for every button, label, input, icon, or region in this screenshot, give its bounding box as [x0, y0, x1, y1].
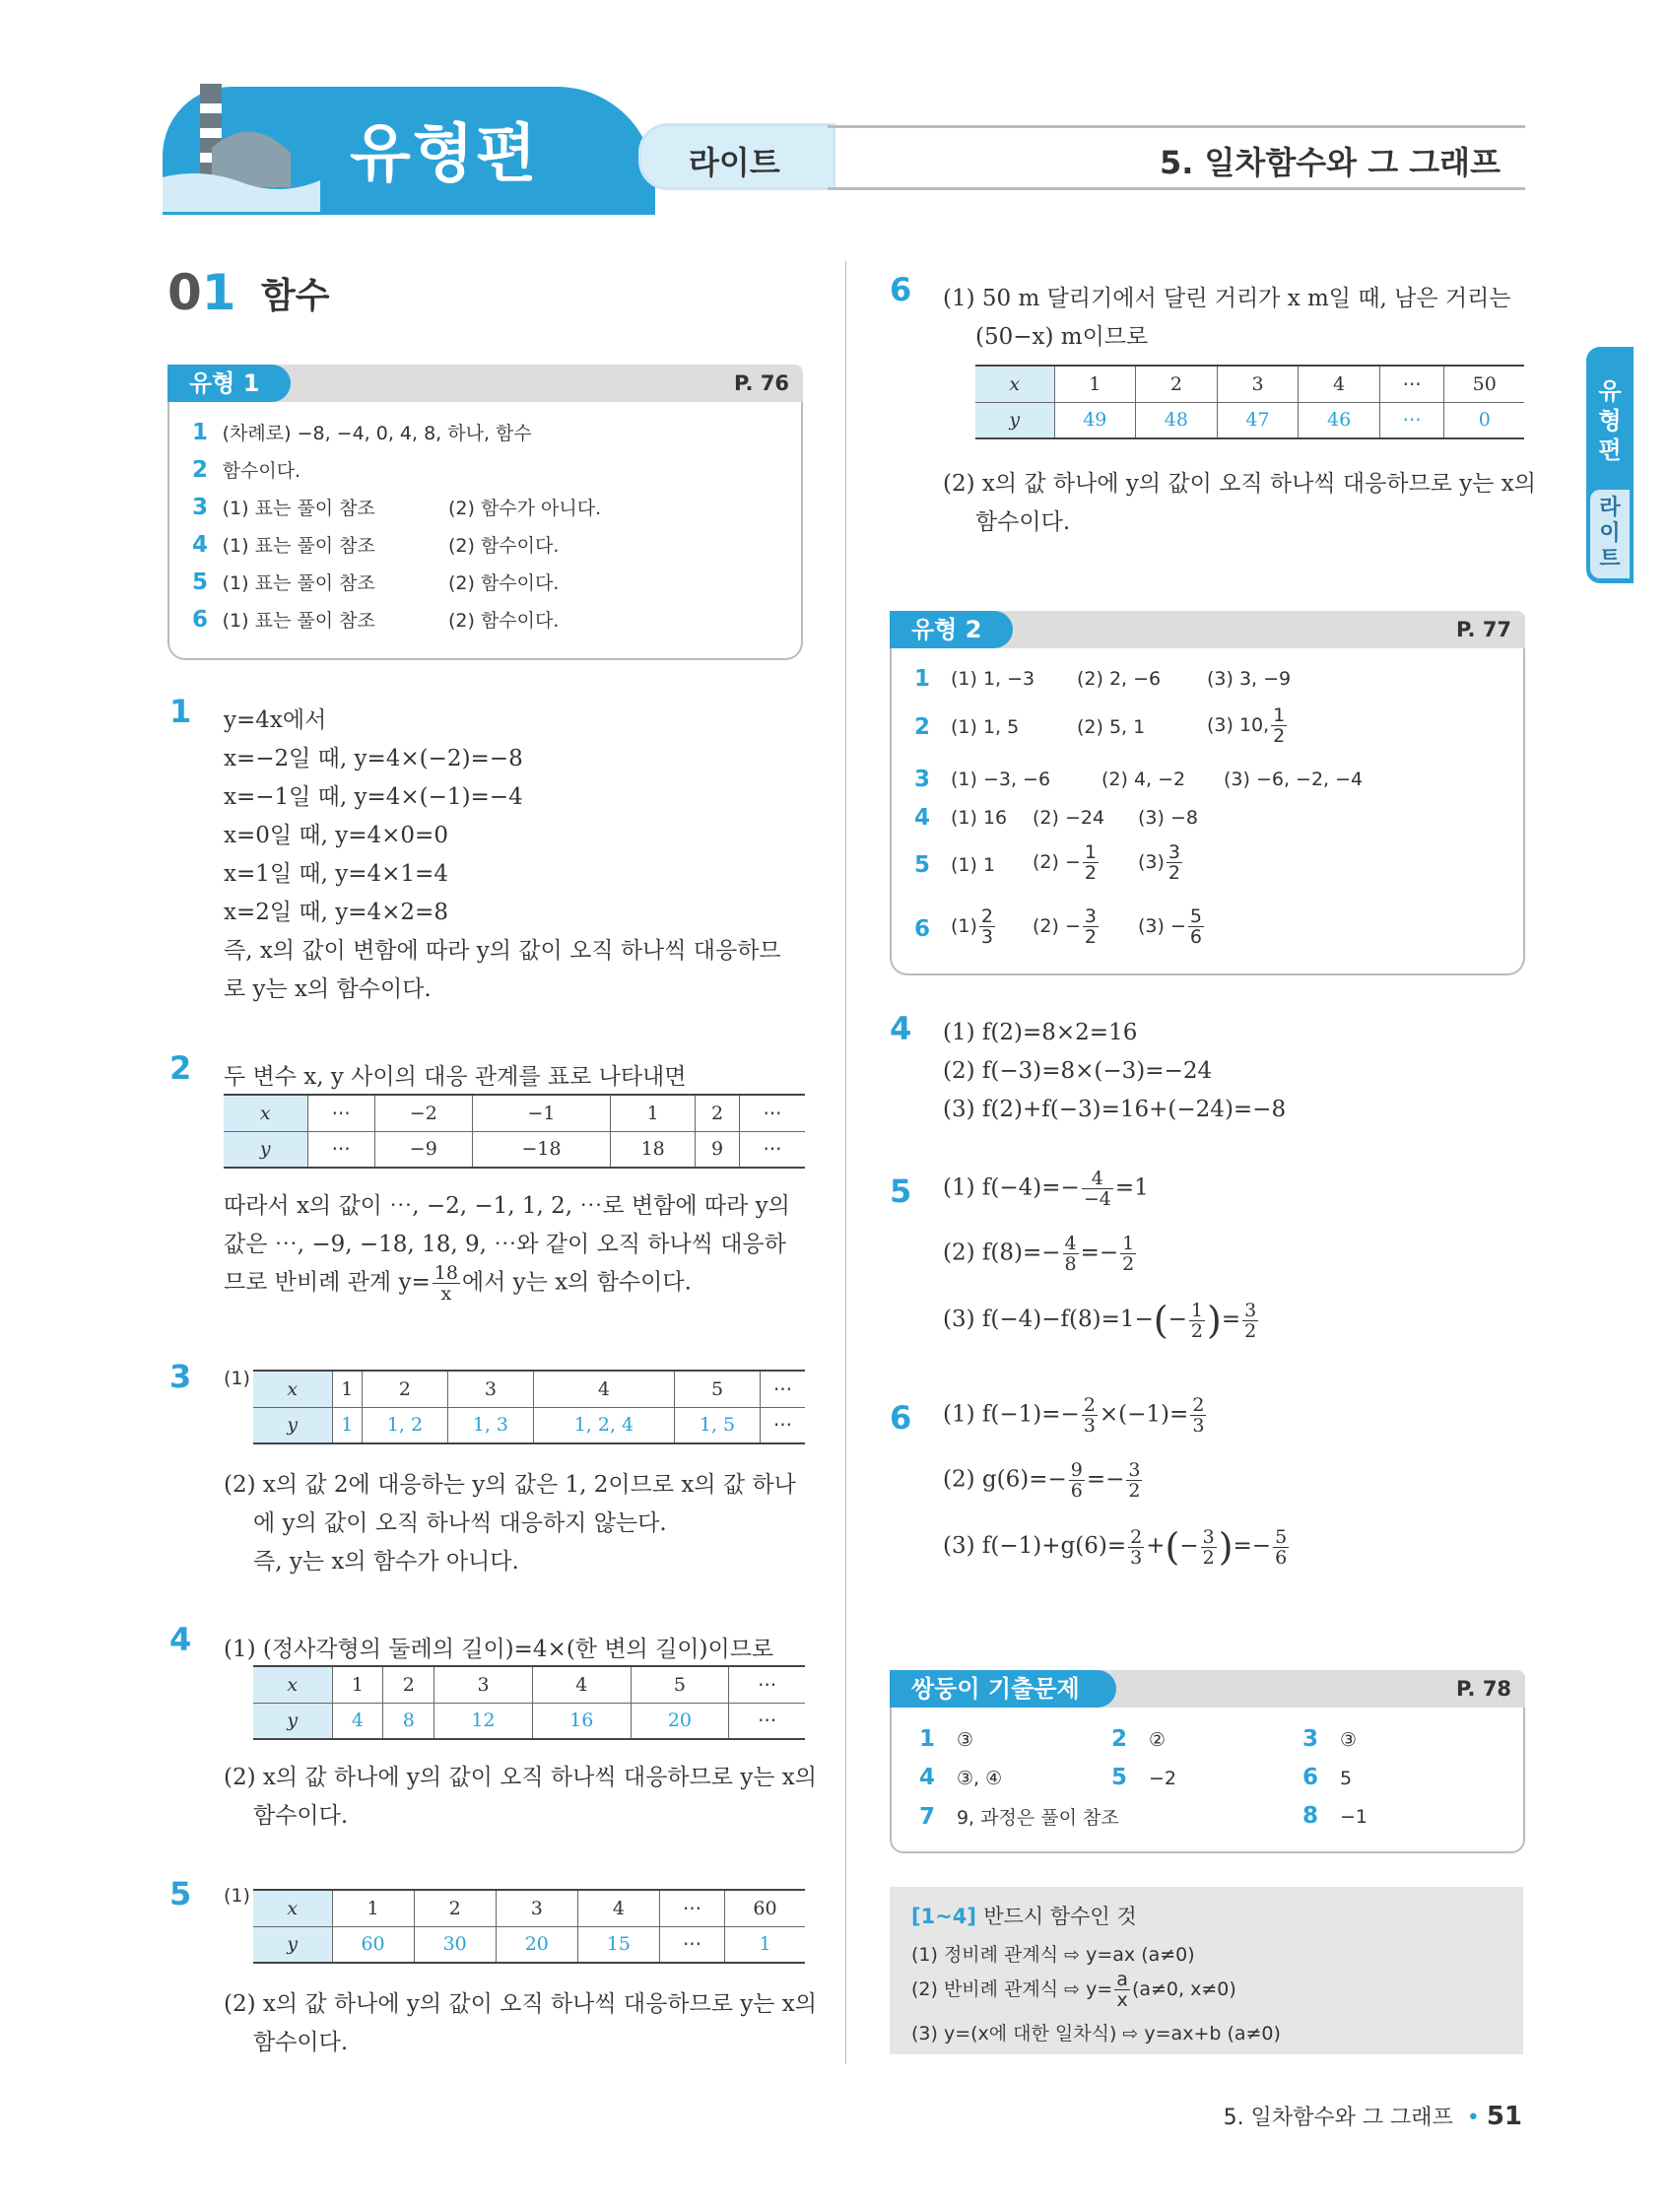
sol1-line: x=2일 때, y=4×2=8 [224, 900, 448, 925]
paren-close: ) [1207, 1299, 1222, 1342]
fraction-numerator: 4 [1064, 1233, 1077, 1254]
sol4-line: 함수이다. [253, 1803, 349, 1829]
fraction-numerator: 4 [1082, 1169, 1113, 1189]
type2-item-number: 1 [914, 666, 931, 692]
section-title: 함수 [261, 276, 330, 316]
type2-item-b: (2) 2, −6 [1077, 668, 1162, 690]
sol6r-line: =− [1086, 1466, 1125, 1493]
fraction-denominator: 2 [1273, 725, 1286, 747]
fraction-numerator: 18 [434, 1262, 458, 1284]
side-tab-part: 유형편 [1598, 377, 1622, 464]
fraction-denominator: 2 [1202, 1546, 1215, 1569]
table-cell: 1 [332, 1407, 363, 1443]
tip-title: 반드시 함수인 것 [983, 1905, 1137, 1928]
type2-item-c: (3) −8 [1138, 807, 1198, 829]
fraction [1271, 705, 1287, 746]
type2-item-number: 3 [914, 767, 931, 792]
table-cell: 4 [532, 1666, 631, 1703]
header-level-label: 라이트 [689, 144, 780, 181]
fraction [1083, 842, 1099, 883]
sol6-line: 함수이다. [975, 509, 1071, 535]
sol1-line: 즉, x의 값이 변함에 따라 y의 값이 오직 하나씩 대응하므 [224, 938, 781, 964]
table-cell: 9 [696, 1131, 740, 1168]
table-cell: 48 [1136, 402, 1218, 438]
sol5r-line: =1 [1114, 1174, 1149, 1201]
table-cell: 8 [383, 1703, 434, 1739]
table-cell: 4 [577, 1890, 659, 1926]
sol2-line: 값은 ⋯, −9, −18, 18, 9, ⋯와 같이 오직 하나씩 대응하 [224, 1232, 786, 1257]
fraction-denominator: 2 [1190, 1319, 1203, 1342]
type2-item-number: 6 [914, 916, 931, 942]
type1-item-a: (1) 표는 풀이 참조 [222, 572, 375, 594]
sol1-line: x=−1일 때, y=4×(−1)=−4 [224, 784, 523, 810]
sol6r-line: (3) f(−1)+g(6)= [943, 1533, 1127, 1559]
sol2-line: 에서 y는 x의 함수이다. [461, 1269, 692, 1296]
type2-item-c: (3) − [1138, 915, 1186, 937]
table-cell: ⋯ [660, 1890, 725, 1926]
table-cell: 60 [725, 1890, 806, 1926]
table-cell: y [253, 1926, 332, 1963]
fraction [1190, 1395, 1206, 1436]
fraction [979, 906, 995, 947]
fraction-denominator: 6 [1275, 1546, 1288, 1569]
type2-item-number: 4 [914, 805, 931, 831]
table-cell: y [224, 1131, 307, 1168]
type2-item-b: (2) −24 [1033, 807, 1105, 829]
sol6r-line: =− [1233, 1533, 1272, 1559]
table-cell: 3 [496, 1890, 577, 1926]
footer-chapter: 5. 일차함수와 그 그래프 [1223, 2106, 1453, 2130]
sol5r-line: (2) f(8)=− [943, 1240, 1061, 1266]
table-cell: 2 [696, 1095, 740, 1131]
table-cell: ⋯ [729, 1666, 805, 1703]
table-cell: 15 [577, 1926, 659, 1963]
table-cell: ⋯ [1379, 366, 1444, 402]
sol1-number: 1 [169, 693, 192, 730]
fraction-numerator: 2 [980, 905, 994, 927]
fraction-numerator: 2 [1083, 1394, 1096, 1416]
tip-tag: [1~4] [911, 1905, 977, 1928]
sol4r-line: (1) f(2)=8×2=16 [943, 1020, 1138, 1045]
fraction [1114, 1970, 1130, 2010]
table-cell: 5 [631, 1666, 729, 1703]
exam-label: 쌍둥이 기출문제 [890, 1670, 1116, 1708]
table-row [975, 366, 1524, 402]
fraction [1082, 1169, 1113, 1209]
exam-item-number: 7 [919, 1804, 936, 1830]
table-cell: y [975, 402, 1054, 438]
sol1-line: 로 y는 x의 함수이다. [224, 976, 432, 1002]
type2-item-number: 2 [914, 714, 931, 740]
table-cell: 5 [675, 1371, 761, 1407]
header-title: 유형편 [350, 118, 539, 191]
exam-item-number: 6 [1302, 1765, 1319, 1790]
table-cell: 3 [1217, 366, 1299, 402]
type1-item-a: (1) 표는 풀이 참조 [222, 610, 375, 632]
header-level-tab [638, 123, 835, 190]
fraction-numerator: 1 [1273, 704, 1286, 726]
fraction [1069, 1460, 1085, 1501]
table-cell: x [253, 1666, 332, 1703]
sol1-line: x=0일 때, y=4×0=0 [224, 823, 448, 848]
fraction [1201, 1527, 1217, 1568]
fraction-numerator: 2 [1130, 1525, 1143, 1548]
header-rule-top [828, 125, 1525, 128]
sol6r-line: + [1146, 1533, 1166, 1559]
minus-sign: − [1179, 1533, 1199, 1559]
fraction-numerator: a [1116, 1969, 1128, 1990]
table-cell: 2 [414, 1890, 496, 1926]
sol5r-line: =− [1080, 1240, 1119, 1266]
table-cell: −9 [374, 1131, 472, 1168]
table-cell: 1 [1054, 366, 1136, 402]
sol3-line: 즉, y는 x의 함수가 아니다. [253, 1549, 519, 1575]
type2-item-b: (2) 4, −2 [1101, 769, 1186, 790]
sol5-number: 5 [169, 1875, 192, 1912]
exam-item-value: −1 [1339, 1806, 1368, 1828]
fraction-numerator: 9 [1070, 1459, 1083, 1481]
table-row [253, 1666, 805, 1703]
type1-item-a: (1) 표는 풀이 참조 [222, 498, 375, 519]
exam-item-number: 3 [1302, 1726, 1319, 1752]
paren-open: ( [1165, 1525, 1180, 1569]
type2-item-a: (1) 1 [951, 854, 996, 876]
table-cell: x [253, 1890, 332, 1926]
table-cell: 1 [725, 1926, 806, 1963]
table-cell: 2 [363, 1371, 448, 1407]
exam-item-value: ② [1148, 1729, 1166, 1751]
sol2-line: 따라서 x의 값이 ⋯, −2, −1, 1, 2, ⋯로 변함에 따라 y의 [224, 1193, 790, 1219]
side-tab[interactable] [1586, 347, 1634, 583]
type2-page: P. 77 [1456, 618, 1512, 641]
table-row [975, 402, 1524, 438]
table-cell: ⋯ [729, 1703, 805, 1739]
sol5-line: (2) x의 값 하나에 y의 값이 오직 하나씩 대응하므로 y는 x의 [224, 1991, 817, 2017]
type1-item-number: 6 [192, 607, 209, 633]
table-cell: y [253, 1703, 332, 1739]
exam-item-value: ③ [1339, 1729, 1357, 1751]
page-footer [1224, 2101, 1522, 2131]
fraction-numerator: 5 [1189, 905, 1202, 927]
sol5-part1: (1) [224, 1885, 250, 1907]
table-cell: 47 [1217, 402, 1299, 438]
sol6-line: (50−x) m이므로 [975, 324, 1149, 350]
sol1-line: x=1일 때, y=4×1=4 [224, 861, 448, 887]
table-cell: 30 [414, 1926, 496, 1963]
type1-page: P. 76 [734, 371, 790, 395]
sol3-table [253, 1370, 805, 1444]
table-cell: ⋯ [1379, 402, 1444, 438]
table-cell: −2 [374, 1095, 472, 1131]
fraction [1063, 1234, 1079, 1274]
type1-item-number: 4 [192, 532, 209, 558]
sol3-line: 에 y의 값이 오직 하나씩 대응하지 않는다. [253, 1510, 667, 1536]
fraction-denominator: 3 [1083, 1415, 1096, 1437]
type2-item-c: (3) −6, −2, −4 [1224, 769, 1364, 790]
table-row [253, 1407, 805, 1443]
sol2-intro: 두 변수 x, y 사이의 대응 관계를 표로 나타내면 [224, 1064, 687, 1090]
sol4-line: (2) x의 값 하나에 y의 값이 오직 하나씩 대응하므로 y는 x의 [224, 1765, 817, 1790]
table-cell: −18 [472, 1131, 610, 1168]
type1-item-b: (2) 함수이다. [448, 535, 560, 557]
fraction-denominator: 3 [1192, 1415, 1205, 1437]
fraction-denominator: −4 [1083, 1188, 1111, 1210]
table-cell: x [253, 1371, 332, 1407]
fraction [1082, 1395, 1098, 1436]
table-cell: ⋯ [307, 1095, 374, 1131]
table-cell: 12 [434, 1703, 533, 1739]
tip-line: (1) 정비례 관계식 ⇨ y=ax (a≠0) [911, 1944, 1195, 1966]
table-cell: 0 [1444, 402, 1524, 438]
table-row [253, 1926, 805, 1963]
type2-label: 유형 2 [890, 611, 1013, 648]
table-cell: 1 [332, 1890, 414, 1926]
table-row [253, 1890, 805, 1926]
table-cell: 1, 2 [363, 1407, 448, 1443]
fraction-numerator: 3 [1244, 1299, 1257, 1321]
fraction-numerator: 3 [1128, 1459, 1141, 1481]
sol4r-line: (2) f(−3)=8×(−3)=−24 [943, 1058, 1213, 1084]
fraction-numerator: 3 [1168, 841, 1181, 863]
sol5r-number: 5 [890, 1173, 912, 1210]
exam-item-number: 5 [1111, 1765, 1128, 1790]
fraction-denominator: 3 [1130, 1546, 1143, 1569]
fraction-numerator: 1 [1122, 1233, 1135, 1254]
fraction [1128, 1527, 1144, 1568]
table-cell: 1 [332, 1371, 363, 1407]
table-cell: 2 [1136, 366, 1218, 402]
sol5-line: 함수이다. [253, 2030, 349, 2055]
paren-close: ) [1218, 1525, 1234, 1569]
table-cell: 18 [611, 1131, 696, 1168]
sol6-number: 6 [890, 271, 912, 308]
table-cell: 1, 3 [447, 1407, 533, 1443]
type1-item-b: (2) 함수이다. [448, 610, 560, 632]
header-rule-bottom [828, 187, 1525, 190]
table-cell: 1 [611, 1095, 696, 1131]
fraction-numerator: 3 [1084, 905, 1097, 927]
fraction-denominator: 2 [1122, 1253, 1135, 1275]
table-cell: 49 [1054, 402, 1136, 438]
fraction-denominator: 8 [1064, 1253, 1077, 1275]
fraction-denominator: 6 [1070, 1480, 1083, 1502]
sol3-line: (2) x의 값 2에 대응하는 y의 값은 1, 2이므로 x의 값 하나 [224, 1472, 796, 1498]
exam-item-value: 5 [1339, 1768, 1353, 1789]
sol6-table [975, 365, 1524, 439]
sol4-part1: (1) (정사각형의 둘레의 길이)=4×(한 변의 길이)이므로 [224, 1637, 774, 1662]
table-cell: 3 [434, 1666, 533, 1703]
exam-item-number: 1 [919, 1726, 936, 1752]
sol4-table [253, 1665, 805, 1740]
exam-item-number: 8 [1302, 1803, 1319, 1829]
tip-line: (a≠0, x≠0) [1131, 1978, 1236, 2000]
type2-item-a: (1) 1, −3 [951, 668, 1035, 690]
fraction-denominator: x [1116, 1989, 1128, 2011]
sol5r-line: = [1221, 1307, 1241, 1332]
table-cell: 3 [447, 1371, 533, 1407]
sol5-table [253, 1889, 805, 1964]
page-number: 51 [1486, 2102, 1522, 2131]
table-cell: −1 [472, 1095, 610, 1131]
tip-line: (2) 반비례 관계식 ⇨ y= [911, 1978, 1113, 2000]
table-cell: 1, 5 [675, 1407, 761, 1443]
table-row [253, 1703, 805, 1739]
table-cell: x [975, 366, 1054, 402]
section-number [167, 264, 236, 321]
type1-item-number: 5 [192, 570, 209, 595]
type2-item-a: (1) 16 [951, 807, 1008, 829]
exam-page: P. 78 [1456, 1677, 1512, 1701]
side-tab-level: 라이트 [1590, 490, 1630, 578]
table-cell: 4 [1299, 366, 1380, 402]
sol6-line: (1) 50 m 달리기에서 달린 거리가 x m일 때, 남은 거리는 [943, 286, 1511, 311]
type2-item-a: (1) −3, −6 [951, 769, 1051, 790]
table-cell: 1 [332, 1666, 383, 1703]
fraction-denominator: 3 [980, 926, 994, 948]
table-cell: 50 [1444, 366, 1524, 402]
sol2-line: 므로 반비례 관계 y= [224, 1269, 431, 1296]
type1-item-text: 함수이다. [222, 460, 301, 482]
fraction-denominator: x [440, 1283, 452, 1305]
minus-sign: − [1168, 1307, 1187, 1332]
table-cell: 20 [496, 1926, 577, 1963]
paren-open: ( [1153, 1299, 1168, 1342]
table-row [224, 1095, 805, 1131]
table-cell: 20 [631, 1703, 729, 1739]
table-cell: x [224, 1095, 307, 1131]
type1-item-text: (차례로) −8, −4, 0, 4, 8, 하나, 함수 [222, 423, 532, 444]
sol3-part1: (1) [224, 1368, 250, 1389]
sol4-number: 4 [169, 1621, 192, 1658]
fraction [1188, 906, 1204, 947]
fraction [1167, 842, 1182, 883]
fraction [433, 1263, 460, 1304]
type2-item-c: (3) 3, −9 [1207, 668, 1292, 690]
table-cell: 2 [383, 1666, 434, 1703]
table-cell: ⋯ [760, 1371, 805, 1407]
fraction-numerator: 5 [1275, 1525, 1288, 1548]
table-cell: ⋯ [739, 1095, 805, 1131]
fraction-numerator: 2 [1192, 1394, 1205, 1416]
type2-item-b: (2) − [1033, 851, 1081, 873]
type2-item-a: (1) 1, 5 [951, 716, 1020, 738]
sol2-table [224, 1094, 805, 1169]
sol6r-line: (2) g(6)=− [943, 1466, 1067, 1493]
sol3-number: 3 [169, 1358, 192, 1395]
table-row [224, 1131, 805, 1168]
section-number-prefix: 0 [167, 264, 202, 321]
fraction [1120, 1234, 1136, 1274]
fraction-numerator: 1 [1190, 1299, 1203, 1321]
column-divider [845, 261, 846, 2064]
table-cell: 1, 2, 4 [533, 1407, 674, 1443]
tip-box [890, 1887, 1523, 2054]
type1-label: 유형 1 [167, 365, 291, 402]
exam-item-value: −2 [1148, 1768, 1176, 1789]
exam-item-value: 9, 과정은 풀이 참조 [956, 1807, 1119, 1829]
table-cell: ⋯ [739, 1131, 805, 1168]
exam-item-number: 2 [1111, 1726, 1128, 1752]
fraction-denominator: 6 [1189, 926, 1202, 948]
fraction [1083, 906, 1099, 947]
fraction [1242, 1301, 1258, 1341]
type2-item-c: (3) [1138, 851, 1165, 873]
sol5r-line: (3) f(−4)−f(8)=1− [943, 1307, 1154, 1332]
sol4r-number: 4 [890, 1010, 912, 1047]
table-cell: 46 [1299, 402, 1380, 438]
sol6r-line: ×(−1)= [1099, 1401, 1189, 1428]
sol6r-line: (1) f(−1)=− [943, 1401, 1080, 1428]
exam-item-value: ③ [956, 1729, 973, 1751]
lighthouse-icon [163, 74, 320, 212]
sol4r-line: (3) f(2)+f(−3)=16+(−24)=−8 [943, 1097, 1287, 1122]
table-cell: ⋯ [760, 1407, 805, 1443]
type1-item-number: 3 [192, 495, 209, 520]
exam-item-value: ③, ④ [956, 1768, 1003, 1789]
fraction-denominator: 2 [1084, 926, 1097, 948]
table-cell: 60 [332, 1926, 414, 1963]
fraction-denominator: 2 [1128, 1480, 1141, 1502]
fraction-numerator: 3 [1202, 1525, 1215, 1548]
type1-item-a: (1) 표는 풀이 참조 [222, 535, 375, 557]
table-cell: ⋯ [307, 1131, 374, 1168]
header-chapter: 5. 일차함수와 그 그래프 [1159, 144, 1501, 181]
sol1-line: x=−2일 때, y=4×(−2)=−8 [224, 746, 523, 771]
table-cell: 16 [532, 1703, 631, 1739]
table-cell: y [253, 1407, 332, 1443]
type1-item-number: 2 [192, 457, 209, 483]
type2-item-c: (3) 10, [1207, 714, 1270, 736]
fraction-denominator: 2 [1244, 1319, 1257, 1342]
table-cell: 4 [533, 1371, 674, 1407]
type1-item-b: (2) 함수가 아니다. [448, 498, 602, 519]
sol5r-line: (1) f(−4)=− [943, 1174, 1080, 1201]
footer-bullet: • [1466, 2106, 1480, 2130]
fraction [1189, 1301, 1205, 1341]
fraction-denominator: 2 [1084, 862, 1097, 884]
section-number-suffix: 1 [201, 264, 236, 321]
sol1-line: y=4x에서 [224, 707, 327, 733]
sol2-number: 2 [169, 1049, 192, 1087]
table-cell: ⋯ [660, 1926, 725, 1963]
fraction [1126, 1460, 1142, 1501]
sol6-line: (2) x의 값 하나에 y의 값이 오직 하나씩 대응하므로 y는 x의 [943, 471, 1536, 497]
type2-item-b: (2) − [1033, 915, 1081, 937]
type2-item-a: (1) [951, 915, 977, 937]
sol6r-number: 6 [890, 1399, 912, 1437]
type2-item-number: 5 [914, 852, 931, 878]
fraction [1273, 1527, 1289, 1568]
fraction-numerator: 1 [1084, 841, 1097, 863]
fraction-denominator: 2 [1168, 862, 1181, 884]
table-cell: 4 [332, 1703, 383, 1739]
type2-item-b: (2) 5, 1 [1077, 716, 1146, 738]
table-row [253, 1371, 805, 1407]
exam-item-number: 4 [919, 1765, 936, 1790]
type1-item-b: (2) 함수이다. [448, 572, 560, 594]
type1-item-number: 1 [192, 420, 209, 445]
tip-line: (3) y=(x에 대한 일차식) ⇨ y=ax+b (a≠0) [911, 2023, 1281, 2044]
